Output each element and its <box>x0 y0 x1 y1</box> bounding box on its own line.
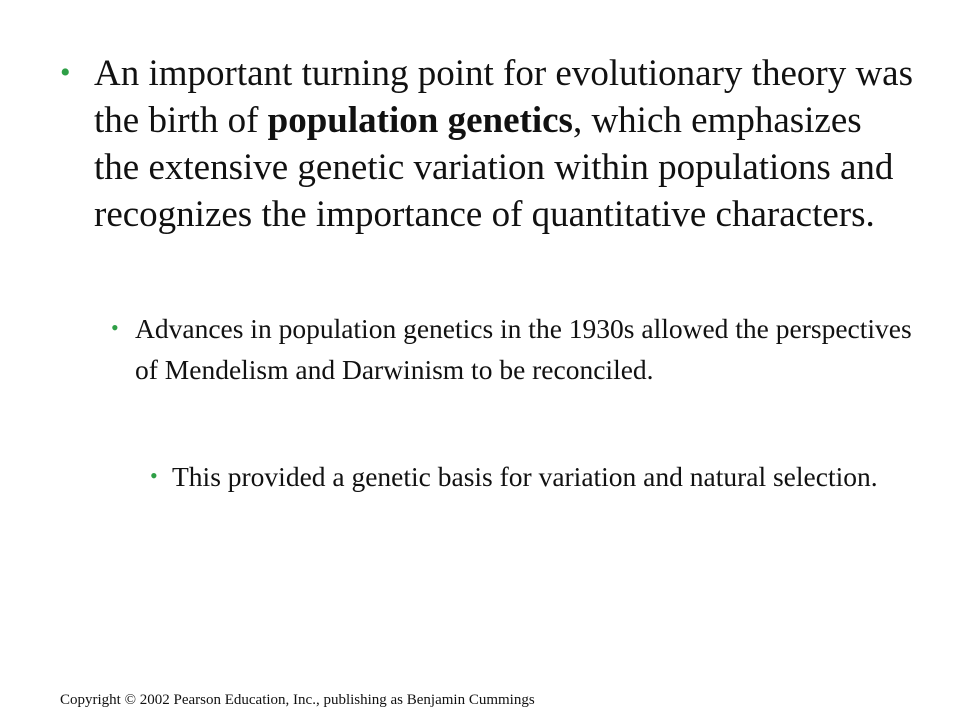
bullet-level-1 <box>60 50 914 238</box>
bullet-text: This provided a genetic basis for variation and natural selection. <box>172 461 878 492</box>
bold-term: population genetics <box>267 100 573 141</box>
bullet-marker: • <box>150 463 158 488</box>
copyright-footer: Copyright © 2002 Pearson Education, Inc., publishing as Benjamin Cummings <box>60 692 535 708</box>
bullet-text: Advances in population genetics in the 1930s allowed the perspectives of Mendelism and Darwinism to be reconciled. <box>135 313 912 385</box>
bullet-text-part: , which emphasizes the extensive genetic variation within populations and recognizes the importance of quantitative characters. <box>94 100 894 235</box>
bullet-marker: • <box>60 56 71 89</box>
bullet-text <box>94 50 914 238</box>
bullet-level-2 <box>111 308 925 390</box>
bullet-level-3 <box>150 456 912 497</box>
bullet-text-part: An important turning point for evolutionary theory was the birth of <box>94 53 913 141</box>
bullet-marker: • <box>111 315 119 340</box>
